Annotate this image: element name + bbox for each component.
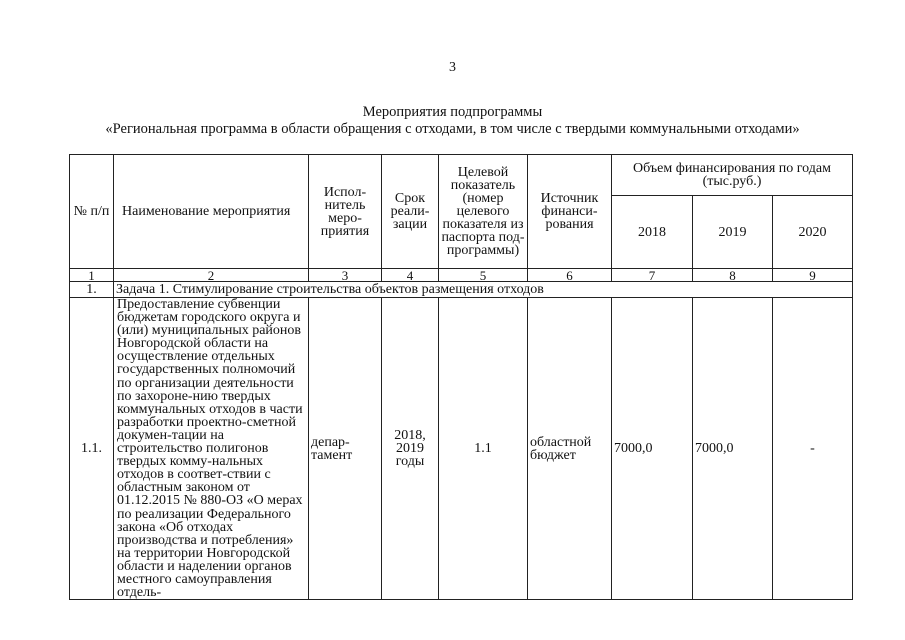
header-source: Источник финанси-рования [528, 155, 612, 269]
row-executor: депар-тамент [309, 298, 382, 600]
column-number: 7 [612, 269, 693, 282]
task-num: 1. [70, 282, 114, 298]
row-num: 1.1. [70, 298, 114, 600]
header-year-2018: 2018 [612, 196, 693, 269]
column-number: 4 [382, 269, 439, 282]
task-text: Задача 1. Стимулирование строительства объектов размещения отходов [114, 282, 853, 298]
activities-table [69, 154, 853, 600]
document-title: Мероприятия подпрограммы [362, 104, 543, 120]
header-funding: Объем финансирования по годам (тыс.руб.) [612, 155, 853, 196]
column-number: 9 [773, 269, 853, 282]
row-indicator: 1.1 [439, 298, 528, 600]
column-number: 8 [693, 269, 773, 282]
column-number: 6 [528, 269, 612, 282]
table-row [70, 298, 853, 600]
column-number: 2 [114, 269, 309, 282]
row-term: 2018, 2019 годы [382, 298, 439, 600]
document-title-block [0, 104, 905, 138]
header-executor: Испол-нитель меро-приятия [309, 155, 382, 269]
column-number: 5 [439, 269, 528, 282]
row-2018: 7000,0 [612, 298, 693, 600]
header-name: Наименование мероприятия [114, 155, 309, 269]
document-subtitle: «Региональная программа в области обращения с отходами, в том числе с твердыми коммунальными отходами» [105, 121, 800, 137]
row-name: Предоставление субвенции бюджетам городского округа и (или) муниципальных районов Новгородской области на осуществление отдельных государственных полномочий по организации деятельности по захороне-нию твердых коммунальных отходов в части разработки проектно-сметной докумен-тации на строительство полигонов твердых комму-нальных отходов в соответ-ствии с областным законом от 01.12.2015 № 880-ОЗ «О мерах по реализации Федерального закона «Об отходах производства и потребления» на территории Новгородской области и наделении органов местного самоуправления отдель- [114, 298, 309, 600]
row-2019: 7000,0 [693, 298, 773, 600]
header-indicator: Целевой показатель (номер целевого показателя из паспорта под-программы) [439, 155, 528, 269]
column-number: 3 [309, 269, 382, 282]
row-2020: - [773, 298, 853, 600]
header-year-2019: 2019 [693, 196, 773, 269]
column-number: 1 [70, 269, 114, 282]
page-number: 3 [449, 60, 456, 75]
header-year-2020: 2020 [773, 196, 853, 269]
row-source: областной бюджет [528, 298, 612, 600]
header-term: Срок реали-зации [382, 155, 439, 269]
header-num: № п/п [70, 155, 114, 269]
